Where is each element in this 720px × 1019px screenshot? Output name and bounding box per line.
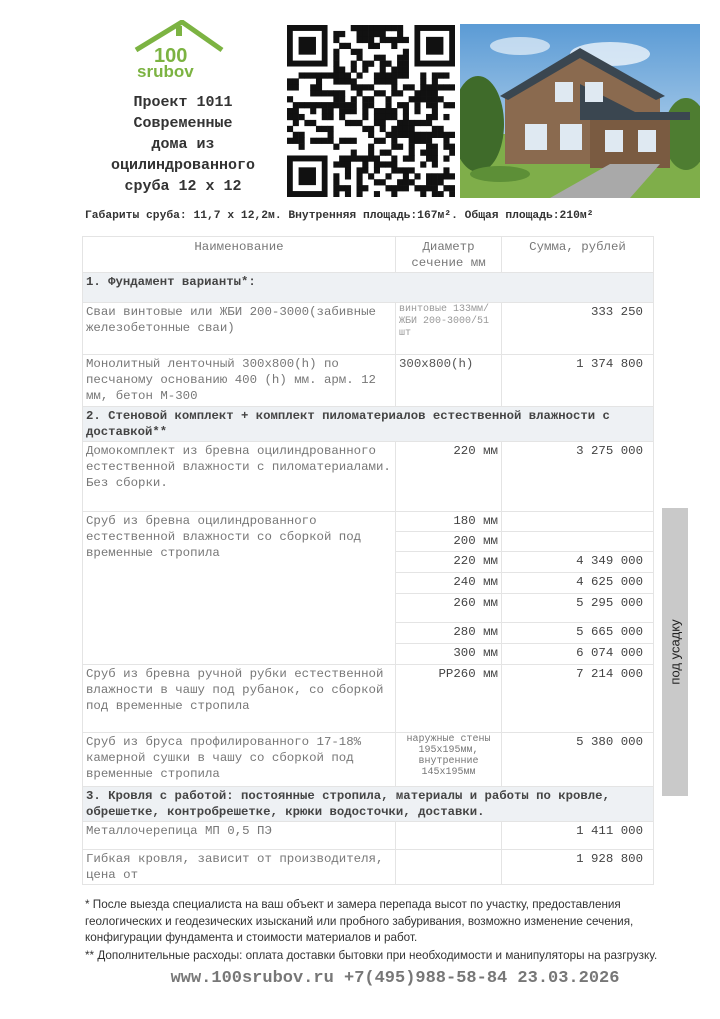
header-name: Наименование (83, 237, 396, 273)
header-diameter: Диаметр сечение мм (396, 237, 502, 273)
row-name: Сруб из бревна ручной рубки естественной влажности в чашу под рубанок, со сборкой под временные стропила (83, 665, 396, 733)
row-sum: 5 665 000 (502, 623, 654, 644)
row-diameter: 280 мм (396, 623, 502, 644)
row-diameter: наружные стены 195х195мм, внутренние 145х195мм (396, 733, 502, 787)
side-label-text: под усадку (667, 619, 683, 685)
row-diameter: 300x800(h) (396, 355, 502, 407)
qr-code (287, 25, 455, 197)
table-row (83, 665, 654, 733)
row-diameter: 220 мм (396, 442, 502, 512)
row-name: Сваи винтовые или ЖБИ 200-3000(забивные железобетонные сваи) (83, 303, 396, 355)
row-diameter: 220 мм (396, 552, 502, 573)
logo-number: 100 (154, 45, 188, 67)
table-row (83, 442, 654, 512)
row-diameter: винтовые 133мм/ЖБИ 200-3000/51 шт (396, 303, 502, 355)
company-logo (132, 20, 224, 78)
title-line: сруба 12 x 12 (124, 178, 242, 195)
row-sum: 5 295 000 (502, 594, 654, 623)
table-row (83, 355, 654, 407)
row-name: Металлочерепица МП 0,5 ПЭ (83, 822, 396, 850)
row-sum: 4 349 000 (502, 552, 654, 573)
section-row (83, 273, 654, 303)
row-sum (502, 532, 654, 552)
table-row (83, 850, 654, 885)
table-row (83, 733, 654, 787)
shrinkage-side-label (662, 508, 688, 796)
row-sum: 4 625 000 (502, 573, 654, 594)
row-diameter (396, 822, 502, 850)
table-row (83, 303, 654, 355)
project-title (88, 92, 278, 197)
table-row (83, 512, 654, 532)
title-line: дома из (151, 136, 215, 153)
section-row (83, 407, 654, 442)
row-name: Монолитный ленточный 300x800(h) по песчаному основанию 400 (h) мм. арм. 12 мм, бетон М-300 (83, 355, 396, 407)
row-name: Домокомплект из бревна оцилиндрованного естественной влажности с пиломатериалами. Без сборки. (83, 442, 396, 512)
title-line: Современные (133, 115, 233, 132)
row-diameter (396, 850, 502, 885)
row-name: Сруб из бревна оцилиндрованного естественной влажности со сборкой под временные стропила (83, 512, 396, 665)
row-diameter: 180 мм (396, 512, 502, 532)
row-sum: 333 250 (502, 303, 654, 355)
section-title: 2. Стеновой комплект + комплект пиломатериалов естественной влажности с доставкой** (83, 407, 654, 442)
title-line: Проект 1011 (133, 94, 233, 111)
footnote-2: ** Дополнительные расходы: оплата доставки бытовки при необходимости и манипуляторы на разгрузку. (85, 949, 658, 962)
row-diameter: 260 мм (396, 594, 502, 623)
row-sum: 3 275 000 (502, 442, 654, 512)
row-sum: 1 374 800 (502, 355, 654, 407)
footer-contacts: www.100srubov.ru +7(495)988-58-84 23.03.2026 (170, 969, 620, 988)
footnote-1: * После выезда специалиста на ваш объект и замера перепада высот по участку, предоставления геологических и геодезических изысканий или пробного забуривания, возможно изменение сечения, конфигурации фундамента и стоимости материалов и работ. (85, 898, 634, 944)
dimensions-line: Габариты сруба: 11,7 х 12,2м. Внутренняя площадь:167м². Общая площадь:210м² (85, 210, 594, 222)
price-table (82, 236, 654, 885)
row-diameter: 300 мм (396, 644, 502, 665)
row-sum: 1 411 000 (502, 822, 654, 850)
row-sum: 6 074 000 (502, 644, 654, 665)
row-diameter: 200 мм (396, 532, 502, 552)
title-line: оцилиндрованного (110, 157, 256, 174)
row-diameter: 240 мм (396, 573, 502, 594)
row-sum: 5 380 000 (502, 733, 654, 787)
table-row (83, 822, 654, 850)
house-photo (460, 24, 700, 198)
row-diameter: РР260 мм (396, 665, 502, 733)
section-row (83, 787, 654, 822)
row-sum: 1 928 800 (502, 850, 654, 885)
row-name: Сруб из бруса профилированного 17-18% камерной сушки в чашу со сборкой под временные стропила (83, 733, 396, 787)
section-title: 3. Кровля с работой: постоянные стропила, материалы и работы по кровле, обрешетке, контробрешетке, крюки водосточки, доставки. (83, 787, 654, 822)
row-sum (502, 512, 654, 532)
logo-word: srubov (137, 62, 194, 78)
header-sum: Сумма, рублей (502, 237, 654, 273)
row-sum: 7 214 000 (502, 665, 654, 733)
table-header-row (83, 237, 654, 273)
row-name: Гибкая кровля, зависит от производителя, цена от (83, 850, 396, 885)
section-title: 1. Фундамент варианты*: (83, 273, 654, 303)
